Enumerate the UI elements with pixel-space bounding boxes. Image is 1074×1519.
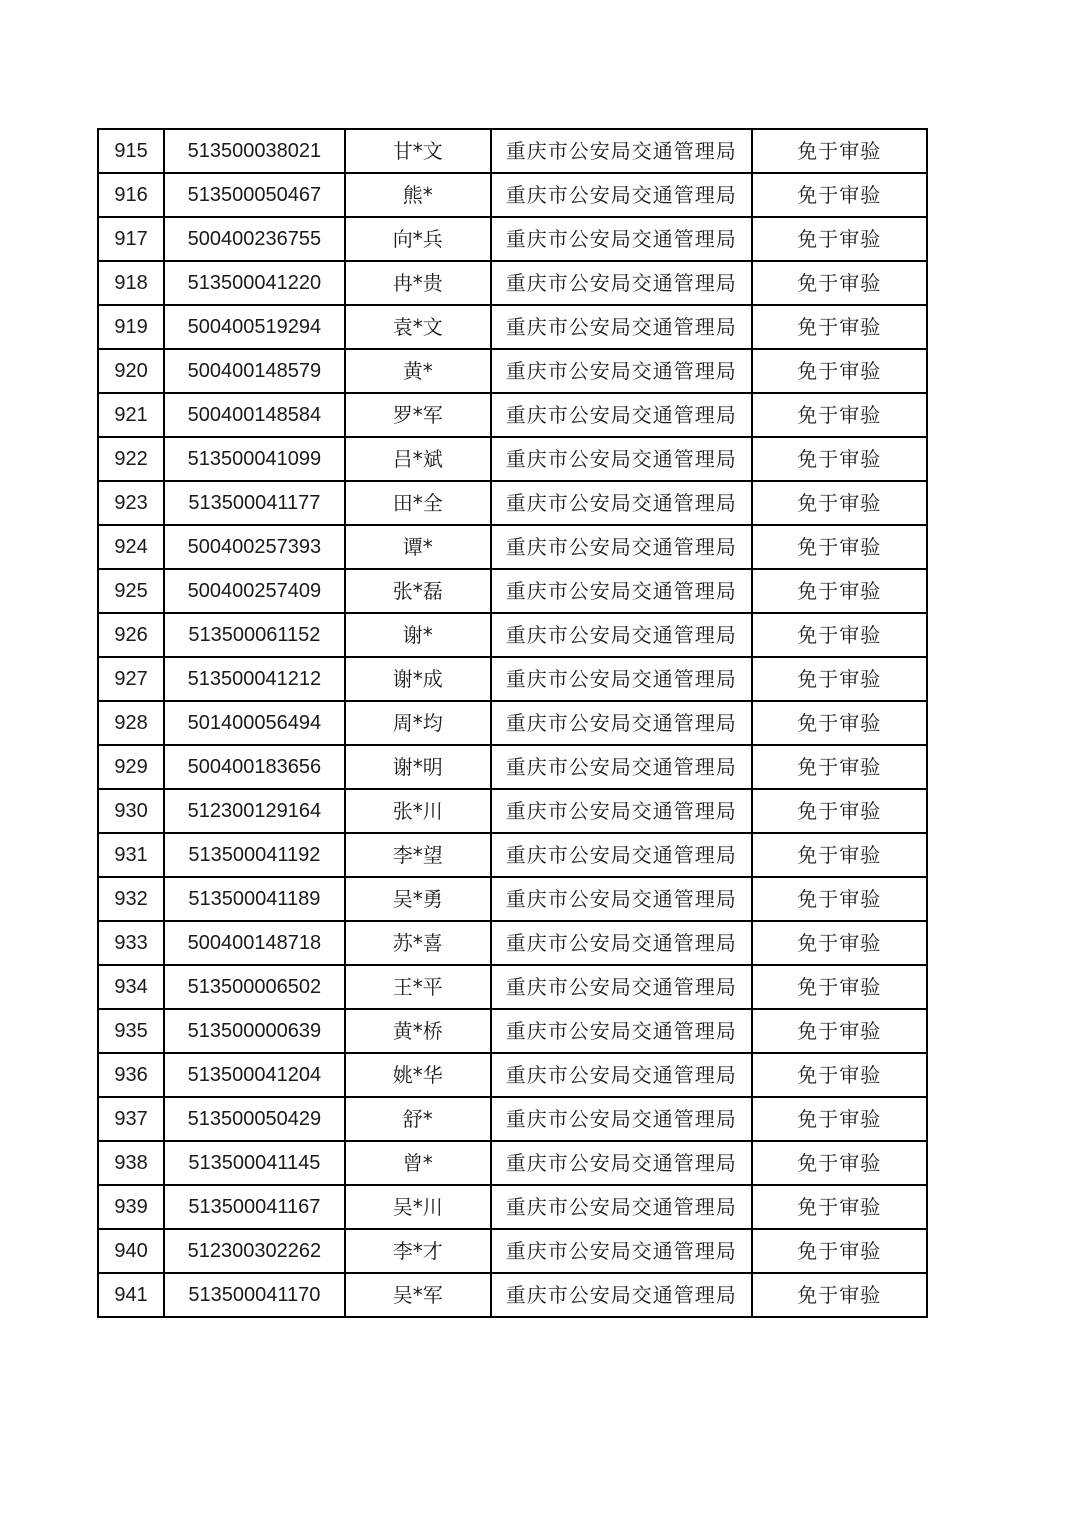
license-number-cell: 500400236755 — [164, 217, 344, 261]
driver-name-cell: 舒* — [345, 1097, 491, 1141]
license-number-cell: 513500050429 — [164, 1097, 344, 1141]
table-row — [98, 305, 927, 349]
row-number-cell: 916 — [98, 173, 164, 217]
review-status-cell: 免于审验 — [752, 261, 927, 305]
review-status-cell: 免于审验 — [752, 613, 927, 657]
review-status-cell: 免于审验 — [752, 481, 927, 525]
issuing-authority-cell: 重庆市公安局交通管理局 — [491, 1053, 752, 1097]
issuing-authority-cell: 重庆市公安局交通管理局 — [491, 525, 752, 569]
driver-name-cell: 姚*华 — [345, 1053, 491, 1097]
driver-name-cell: 黄* — [345, 349, 491, 393]
issuing-authority-cell: 重庆市公安局交通管理局 — [491, 965, 752, 1009]
driver-name-cell: 李*才 — [345, 1229, 491, 1273]
row-number-cell: 935 — [98, 1009, 164, 1053]
review-status-cell: 免于审验 — [752, 877, 927, 921]
driver-name-cell: 谢*明 — [345, 745, 491, 789]
row-number-cell: 926 — [98, 613, 164, 657]
license-number-cell: 500400148718 — [164, 921, 344, 965]
review-status-cell: 免于审验 — [752, 965, 927, 1009]
row-number-cell: 939 — [98, 1185, 164, 1229]
review-status-cell: 免于审验 — [752, 437, 927, 481]
license-number-cell: 513500041099 — [164, 437, 344, 481]
license-number-cell: 513500041189 — [164, 877, 344, 921]
driver-name-cell: 张*磊 — [345, 569, 491, 613]
license-number-cell: 500400148579 — [164, 349, 344, 393]
issuing-authority-cell: 重庆市公安局交通管理局 — [491, 921, 752, 965]
row-number-cell: 940 — [98, 1229, 164, 1273]
issuing-authority-cell: 重庆市公安局交通管理局 — [491, 745, 752, 789]
issuing-authority-cell: 重庆市公安局交通管理局 — [491, 261, 752, 305]
review-status-cell: 免于审验 — [752, 173, 927, 217]
driver-name-cell: 张*川 — [345, 789, 491, 833]
table-row — [98, 1053, 927, 1097]
issuing-authority-cell: 重庆市公安局交通管理局 — [491, 305, 752, 349]
driver-name-cell: 曾* — [345, 1141, 491, 1185]
table-row — [98, 437, 927, 481]
driver-name-cell: 吴*川 — [345, 1185, 491, 1229]
table-row — [98, 261, 927, 305]
issuing-authority-cell: 重庆市公安局交通管理局 — [491, 173, 752, 217]
driver-name-cell: 吴*军 — [345, 1273, 491, 1317]
issuing-authority-cell: 重庆市公安局交通管理局 — [491, 129, 752, 173]
driver-name-cell: 吕*斌 — [345, 437, 491, 481]
license-number-cell: 513500050467 — [164, 173, 344, 217]
table-row — [98, 1009, 927, 1053]
issuing-authority-cell: 重庆市公安局交通管理局 — [491, 1185, 752, 1229]
review-status-cell: 免于审验 — [752, 701, 927, 745]
row-number-cell: 917 — [98, 217, 164, 261]
driver-name-cell: 甘*文 — [345, 129, 491, 173]
table-row — [98, 745, 927, 789]
license-number-cell: 513500041220 — [164, 261, 344, 305]
table-row — [98, 569, 927, 613]
row-number-cell: 918 — [98, 261, 164, 305]
review-status-cell: 免于审验 — [752, 1141, 927, 1185]
review-status-cell: 免于审验 — [752, 745, 927, 789]
license-number-cell: 513500041177 — [164, 481, 344, 525]
review-status-cell: 免于审验 — [752, 1273, 927, 1317]
row-number-cell: 938 — [98, 1141, 164, 1185]
issuing-authority-cell: 重庆市公安局交通管理局 — [491, 481, 752, 525]
driver-name-cell: 周*均 — [345, 701, 491, 745]
row-number-cell: 915 — [98, 129, 164, 173]
driver-name-cell: 罗*军 — [345, 393, 491, 437]
issuing-authority-cell: 重庆市公安局交通管理局 — [491, 877, 752, 921]
license-number-cell: 512300302262 — [164, 1229, 344, 1273]
driver-name-cell: 袁*文 — [345, 305, 491, 349]
review-status-cell: 免于审验 — [752, 393, 927, 437]
table-row — [98, 1141, 927, 1185]
table-row — [98, 921, 927, 965]
review-status-cell: 免于审验 — [752, 525, 927, 569]
row-number-cell: 931 — [98, 833, 164, 877]
review-status-cell: 免于审验 — [752, 1229, 927, 1273]
table-row — [98, 833, 927, 877]
issuing-authority-cell: 重庆市公安局交通管理局 — [491, 1097, 752, 1141]
table-row — [98, 877, 927, 921]
license-number-cell: 500400148584 — [164, 393, 344, 437]
review-status-cell: 免于审验 — [752, 1009, 927, 1053]
driver-name-cell: 田*全 — [345, 481, 491, 525]
license-number-cell: 513500041192 — [164, 833, 344, 877]
table-row — [98, 129, 927, 173]
row-number-cell: 929 — [98, 745, 164, 789]
driver-name-cell: 谢*成 — [345, 657, 491, 701]
row-number-cell: 933 — [98, 921, 164, 965]
review-status-cell: 免于审验 — [752, 789, 927, 833]
table-row — [98, 701, 927, 745]
table-row — [98, 1229, 927, 1273]
issuing-authority-cell: 重庆市公安局交通管理局 — [491, 1229, 752, 1273]
license-number-cell: 513500041167 — [164, 1185, 344, 1229]
issuing-authority-cell: 重庆市公安局交通管理局 — [491, 657, 752, 701]
review-status-cell: 免于审验 — [752, 833, 927, 877]
driver-name-cell: 谭* — [345, 525, 491, 569]
table-row — [98, 173, 927, 217]
row-number-cell: 927 — [98, 657, 164, 701]
review-status-cell: 免于审验 — [752, 1053, 927, 1097]
issuing-authority-cell: 重庆市公安局交通管理局 — [491, 1141, 752, 1185]
row-number-cell: 920 — [98, 349, 164, 393]
roster-table-body — [98, 129, 927, 1317]
license-number-cell: 501400056494 — [164, 701, 344, 745]
driver-name-cell: 黄*桥 — [345, 1009, 491, 1053]
row-number-cell: 925 — [98, 569, 164, 613]
issuing-authority-cell: 重庆市公安局交通管理局 — [491, 789, 752, 833]
table-row — [98, 1097, 927, 1141]
row-number-cell: 922 — [98, 437, 164, 481]
row-number-cell: 928 — [98, 701, 164, 745]
issuing-authority-cell: 重庆市公安局交通管理局 — [491, 1273, 752, 1317]
table-row — [98, 349, 927, 393]
table-row — [98, 1273, 927, 1317]
driver-name-cell: 王*平 — [345, 965, 491, 1009]
roster-table — [97, 128, 928, 1318]
row-number-cell: 919 — [98, 305, 164, 349]
row-number-cell: 937 — [98, 1097, 164, 1141]
license-number-cell: 500400519294 — [164, 305, 344, 349]
license-number-cell: 513500061152 — [164, 613, 344, 657]
table-row — [98, 613, 927, 657]
review-status-cell: 免于审验 — [752, 305, 927, 349]
table-row — [98, 481, 927, 525]
issuing-authority-cell: 重庆市公安局交通管理局 — [491, 569, 752, 613]
review-status-cell: 免于审验 — [752, 569, 927, 613]
license-number-cell: 512300129164 — [164, 789, 344, 833]
license-number-cell: 500400183656 — [164, 745, 344, 789]
review-status-cell: 免于审验 — [752, 921, 927, 965]
row-number-cell: 936 — [98, 1053, 164, 1097]
issuing-authority-cell: 重庆市公安局交通管理局 — [491, 1009, 752, 1053]
issuing-authority-cell: 重庆市公安局交通管理局 — [491, 393, 752, 437]
table-row — [98, 789, 927, 833]
issuing-authority-cell: 重庆市公安局交通管理局 — [491, 701, 752, 745]
row-number-cell: 934 — [98, 965, 164, 1009]
row-number-cell: 921 — [98, 393, 164, 437]
table-row — [98, 1185, 927, 1229]
issuing-authority-cell: 重庆市公安局交通管理局 — [491, 349, 752, 393]
license-number-cell: 500400257409 — [164, 569, 344, 613]
review-status-cell: 免于审验 — [752, 217, 927, 261]
issuing-authority-cell: 重庆市公安局交通管理局 — [491, 613, 752, 657]
review-status-cell: 免于审验 — [752, 657, 927, 701]
license-number-cell: 513500041212 — [164, 657, 344, 701]
table-row — [98, 657, 927, 701]
driver-name-cell: 李*望 — [345, 833, 491, 877]
row-number-cell: 932 — [98, 877, 164, 921]
table-row — [98, 525, 927, 569]
driver-name-cell: 冉*贵 — [345, 261, 491, 305]
issuing-authority-cell: 重庆市公安局交通管理局 — [491, 437, 752, 481]
license-number-cell: 513500038021 — [164, 129, 344, 173]
row-number-cell: 930 — [98, 789, 164, 833]
table-row — [98, 217, 927, 261]
review-status-cell: 免于审验 — [752, 349, 927, 393]
issuing-authority-cell: 重庆市公安局交通管理局 — [491, 217, 752, 261]
row-number-cell: 941 — [98, 1273, 164, 1317]
license-number-cell: 513500041204 — [164, 1053, 344, 1097]
table-row — [98, 393, 927, 437]
license-number-cell: 513500041170 — [164, 1273, 344, 1317]
table-row — [98, 965, 927, 1009]
issuing-authority-cell: 重庆市公安局交通管理局 — [491, 833, 752, 877]
license-number-cell: 513500041145 — [164, 1141, 344, 1185]
driver-name-cell: 苏*喜 — [345, 921, 491, 965]
row-number-cell: 923 — [98, 481, 164, 525]
row-number-cell: 924 — [98, 525, 164, 569]
review-status-cell: 免于审验 — [752, 1097, 927, 1141]
driver-name-cell: 谢* — [345, 613, 491, 657]
review-status-cell: 免于审验 — [752, 129, 927, 173]
driver-name-cell: 向*兵 — [345, 217, 491, 261]
driver-name-cell: 吴*勇 — [345, 877, 491, 921]
license-number-cell: 513500000639 — [164, 1009, 344, 1053]
driver-name-cell: 熊* — [345, 173, 491, 217]
review-status-cell: 免于审验 — [752, 1185, 927, 1229]
license-number-cell: 500400257393 — [164, 525, 344, 569]
license-number-cell: 513500006502 — [164, 965, 344, 1009]
